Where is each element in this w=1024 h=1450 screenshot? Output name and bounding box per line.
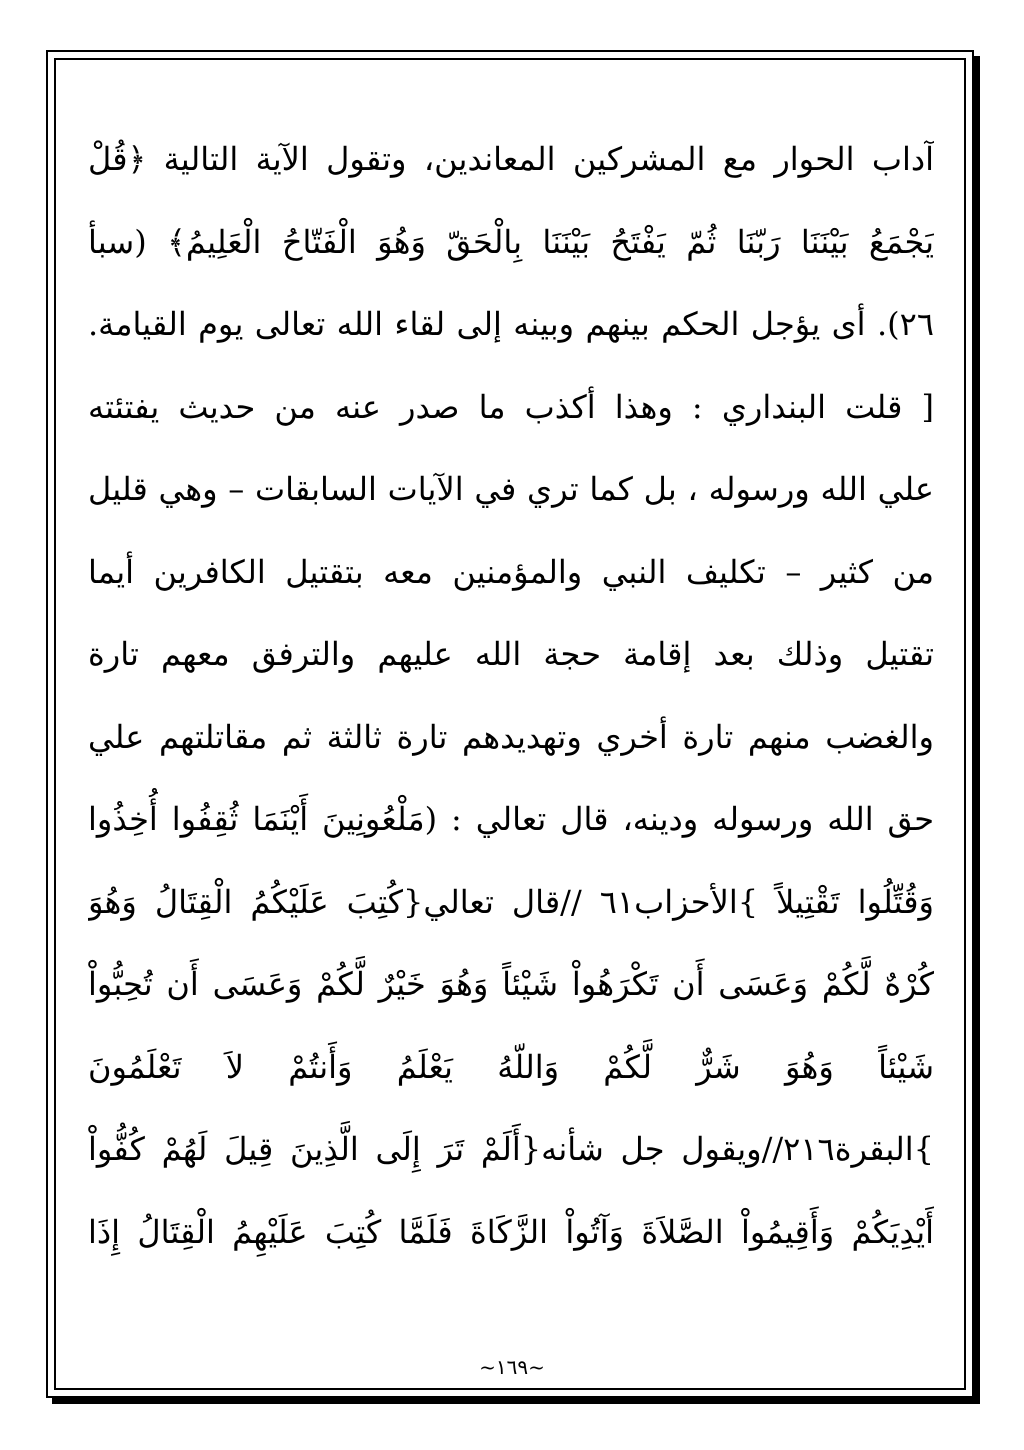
page-number: ~١٦٩~ [479, 1355, 545, 1379]
body-text [88, 118, 934, 1273]
text-line-8: والغضب منهم تارة أخري وتهديدهم تارة ثالثة ثم مقاتلتهم علي [88, 717, 934, 756]
text-line-6: من كثير – تكليف النبي والمؤمنين معه بتقتيل الكافرين أيما [88, 552, 934, 591]
text-line-12: شَيْئاً وَهُوَ شَرٌّ لَّكُمْ وَاللّهُ يَعْلَمُ وَأَنتُمْ لاَ تَعْلَمُونَ [88, 1047, 934, 1086]
text-line-13: }البقرة٢١٦//ويقول جل شأنه{أَلَمْ تَرَ إِلَى الَّذِينَ قِيلَ لَهُمْ كُفُّواْ [88, 1130, 934, 1168]
text-line-4: [ قلت البنداري : وهذا أكذب ما صدر عنه من حديث يفتئته [88, 387, 934, 426]
text-line-7: تقتيل وذلك بعد إقامة حجة الله عليهم والترفق معهم تارة [88, 635, 934, 673]
text-line-9: حق الله ورسوله ودينه، قال تعالي : (مَلْعُونِينَ أَيْنَمَا ثُقِفُوا أُخِذُوا [88, 800, 934, 838]
text-line-14: أَيْدِيَكُمْ وَأَقِيمُواْ الصَّلاَةَ وَآتُواْ الزَّكَاةَ فَلَمَّا كُتِبَ عَلَيْهِمُ الْقِتَالُ إِذَا [88, 1212, 934, 1251]
text-line-10: وَقُتِّلُوا تَقْتِيلاً }الأحزاب٦١ //قال تعالي{كُتِبَ عَلَيْكُمُ الْقِتَالُ وَهُوَ [88, 882, 934, 921]
text-line-3: ٢٦). أى يؤجل الحكم بينهم وبينه إلى لقاء الله تعالى يوم القيامة. [88, 305, 934, 343]
text-line-11: كُرْهٌ لَّكُمْ وَعَسَى أَن تَكْرَهُواْ شَيْئاً وَهُوَ خَيْرٌ لَّكُمْ وَعَسَى أَن تُحِبُّواْ [88, 965, 934, 1003]
text-line-5: علي الله ورسوله ، بل كما تري في الآيات السابقات – وهي قليل [88, 470, 934, 508]
text-line-2: يَجْمَعُ بَيْنَنَا رَبّنَا ثُمّ يَفْتَحُ بَيْنَنَا بِالْحَقّ وَهُوَ الْفَتّاحُ الْعَلِيمُ﴾ (سبأ [88, 222, 934, 261]
text-line-1: آداب الحوار مع المشركين المعاندين، وتقول الآية التالية ﴿قُلْ [88, 140, 934, 178]
